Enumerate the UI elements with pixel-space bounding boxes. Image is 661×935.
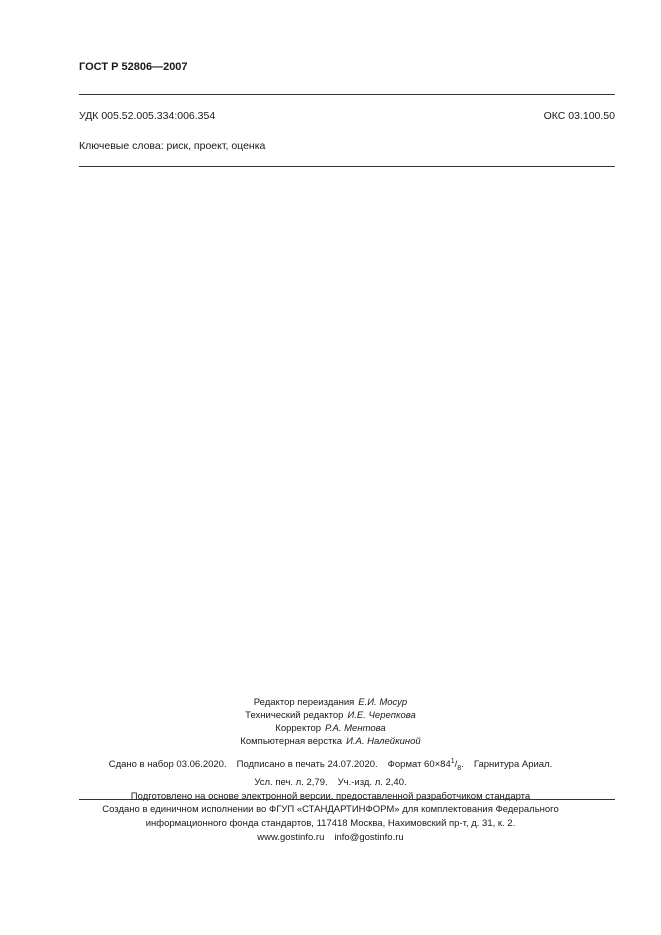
credit-layout <box>0 735 661 748</box>
email-link[interactable]: info@gostinfo.ru <box>334 832 404 843</box>
document-code: ГОСТ Р 52806—2007 <box>79 61 188 73</box>
keywords-divider <box>79 166 615 167</box>
udk-code: УДК 005.52.005.334:006.354 <box>79 110 216 122</box>
credit-corrector <box>0 722 661 735</box>
credit-role: Технический редактор <box>245 710 344 721</box>
footer-divider <box>79 799 615 800</box>
oks-code: ОКС 03.100.50 <box>543 110 615 122</box>
footer-contacts <box>0 831 661 845</box>
credit-role: Корректор <box>275 723 322 734</box>
top-divider <box>79 94 615 95</box>
publication-block <box>0 755 661 804</box>
credit-person: И.Е. Черепкова <box>347 710 416 721</box>
website-link[interactable]: www.gostinfo.ru <box>257 832 325 843</box>
submitted-date: Сдано в набор 03.06.2020. <box>108 759 227 771</box>
publication-row-2 <box>0 776 661 790</box>
footer-line-1: Создано в единичном исполнении во ФГУП «СТАНДАРТИНФОРМ» для комплектования Федерального <box>102 804 559 815</box>
paper-format: Формат $60\times 84^1/_8$. <box>387 758 464 773</box>
credit-person: Е.И. Мосур <box>358 697 408 708</box>
signed-date: Подписано в печать 24.07.2020. <box>236 759 378 771</box>
credit-person: И.А. Налейкиной <box>346 736 421 747</box>
publication-row-1 <box>0 755 661 776</box>
credit-role: Компьютерная верстка <box>240 736 343 747</box>
credits-block <box>0 696 661 748</box>
credit-person: Р.А. Ментова <box>325 723 386 734</box>
footer-line-2: информационного фонда стандартов, 117418 Москва, Нахимовский пр-т, д. 31, к. 2. <box>145 818 516 829</box>
credit-editor <box>0 696 661 709</box>
publication-row-3 <box>0 790 661 804</box>
prepared-note: Подготовлено на основе электронной версии, предоставленной разработчиком стандарта <box>130 791 531 803</box>
publication-sheets: Уч.-изд. л. 2,40. <box>337 777 407 789</box>
typeface: Гарнитура Ариал. <box>473 759 553 771</box>
print-sheets: Усл. печ. л. 2,79. <box>254 777 328 789</box>
keywords-line: Ключевые слова: риск, проект, оценка <box>79 140 266 152</box>
footer-block <box>0 803 661 845</box>
credit-tech-editor <box>0 709 661 722</box>
credit-role: Редактор переиздания <box>253 697 355 708</box>
